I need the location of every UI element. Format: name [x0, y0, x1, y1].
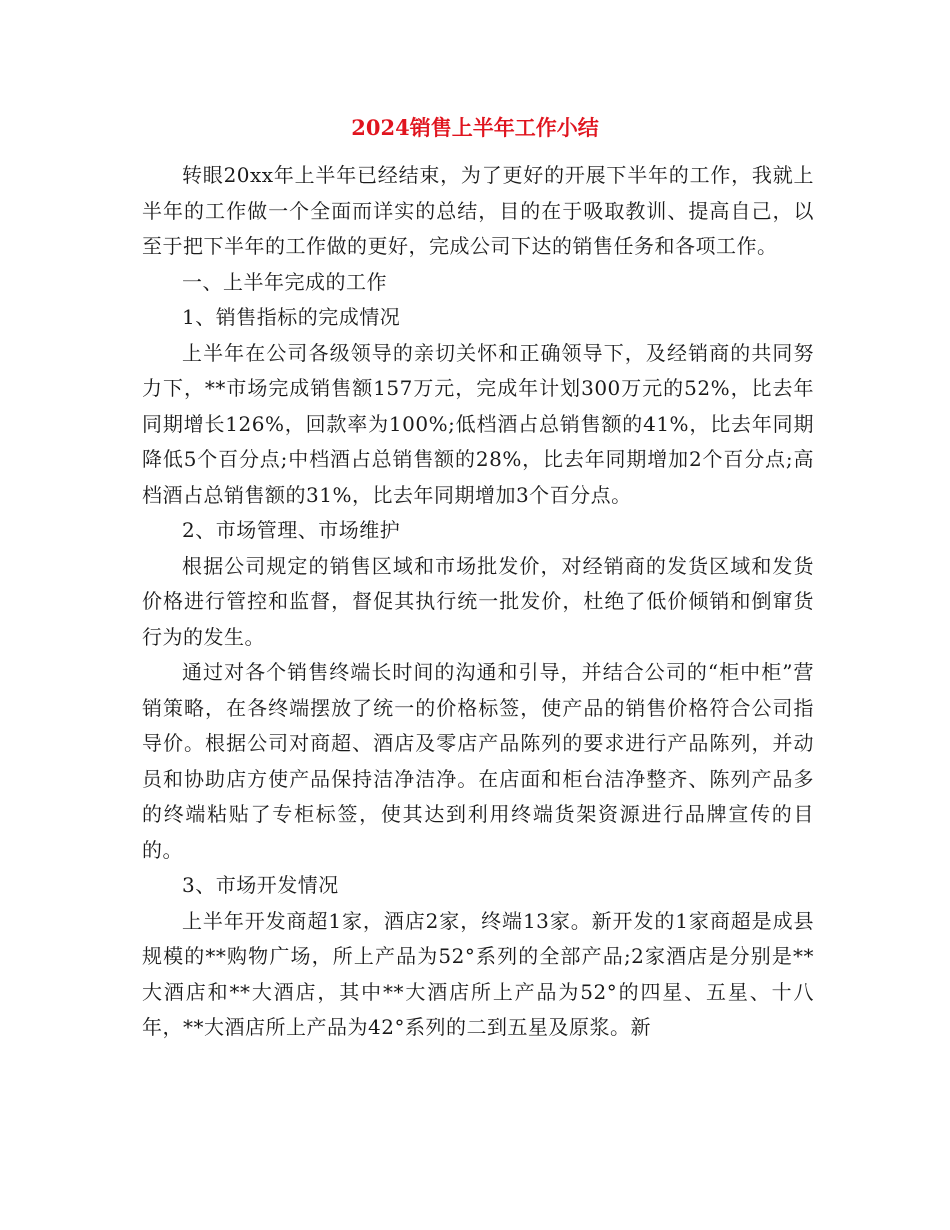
sales-targets-paragraph: 上半年在公司各级领导的亲切关怀和正确领导下，及经销商的共同努力下，**市场完成销售额157万元，完成年计划300万元的52%，比去年同期增长126%，回款率为100%;低档酒占总销售额的41%，比去年同期降低5个百分点;中档酒占总销售额的28%，比去年同期增加2个百分点;高档酒占总销售额的31%，比去年同期增加3个百分点。 — [142, 340, 814, 507]
market-management-paragraph-1: 根据公司规定的销售区域和市场批发价，对经销商的发货区域和发货价格进行管控和监督，督促其执行统一批发价，杜绝了低价倾销和倒窜货行为的发生。 — [142, 553, 814, 649]
document-body — [142, 158, 814, 1046]
subheading-market-management: 2、市场管理、市场维护 — [182, 518, 401, 542]
document-title: 2024销售上半年工作小结 — [351, 115, 599, 140]
subheading-market-development: 3、市场开发情况 — [182, 873, 339, 897]
market-management-paragraph-2: 通过对各个销售终端长时间的沟通和引导，并结合公司的“柜中柜”营销策略，在各终端摆放了统一的价格标签，使产品的销售价格符合公司指导价。根据公司对商超、酒店及零店产品陈列的要求进行产品陈列，并动员和协助店方使产品保持洁净洁净。在店面和柜台洁净整齐、陈列产品多的终端粘贴了专柜标签，使其达到利用终端货架资源进行品牌宣传的目的。 — [142, 660, 814, 862]
intro-paragraph: 转眼20xx年上半年已经结束，为了更好的开展下半年的工作，我就上半年的工作做一个全面而详实的总结，目的在于吸取教训、提高自己，以至于把下半年的工作做的更好，完成公司下达的销售任务和各项工作。 — [142, 163, 814, 258]
market-development-paragraph: 上半年开发商超1家，酒店2家，终端13家。新开发的1家商超是成县规模的**购物广场，所上产品为52°系列的全部产品;2家酒店是分别是**大酒店和**大酒店，其中**大酒店所上产品为52°的四星、五星、十八年，**大酒店所上产品为42°系列的二到五星及原浆。新 — [142, 908, 814, 1039]
section-heading-1: 一、上半年完成的工作 — [182, 269, 387, 294]
subheading-sales-targets: 1、销售指标的完成情况 — [182, 305, 401, 329]
